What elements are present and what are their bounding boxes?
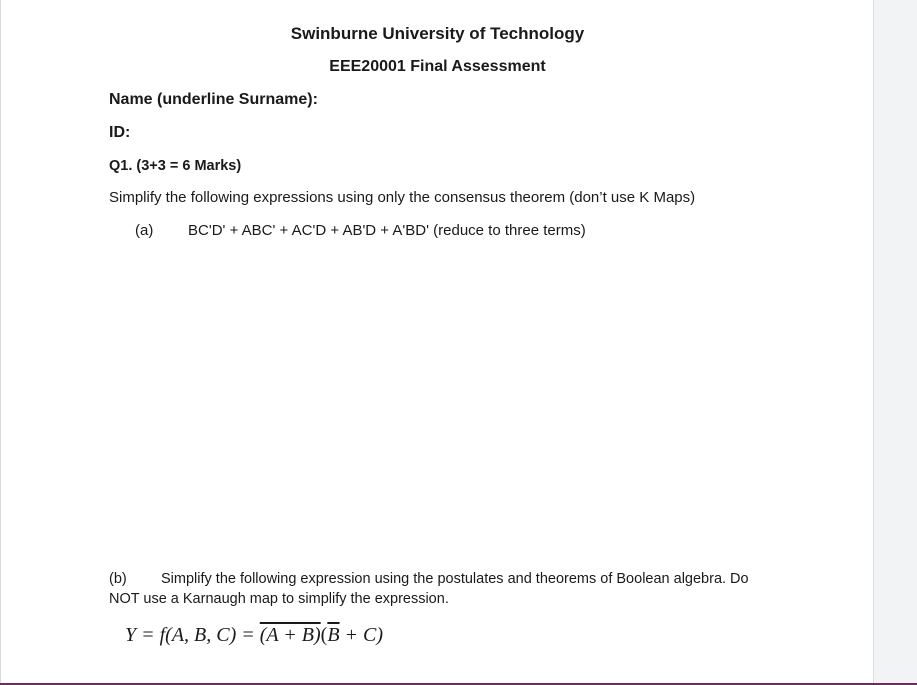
course-title: EEE20001 Final Assessment: [329, 58, 546, 75]
part-b-letter: (b): [109, 571, 127, 587]
name-label: Name (underline Surname):: [109, 91, 318, 108]
question-heading: Q1. (3+3 = 6 Marks): [109, 158, 242, 174]
formula-term2-open: (: [320, 624, 328, 646]
boolean-formula: [125, 624, 383, 647]
formula-lhs: Y = f(A, B, C) =: [125, 624, 260, 646]
formula-term2-rest: + C): [339, 624, 384, 646]
id-label: ID:: [109, 124, 131, 141]
formula-term1-complemented: (A + B): [259, 624, 321, 646]
part-a-expression: BC'D' + ABC' + AC'D + AB'D + A'BD' (reduce to three terms): [188, 222, 586, 239]
part-b-text: Simplify the following expression using the postulates and theorems of Boolean algebra. Do NOT use a Karnaugh map to simplify the expression.: [109, 571, 749, 607]
formula-term2-bar-var: $\overline{B}$: [327, 624, 340, 646]
part-a-letter: (a): [135, 222, 154, 239]
part-b-paragraph: [109, 569, 749, 609]
university-title: Swinburne University of Technology: [290, 24, 585, 43]
question-instruction: Simplify the following expressions using only the consensus theorem (don’t use K Maps): [109, 189, 696, 206]
right-gutter: [873, 0, 917, 683]
